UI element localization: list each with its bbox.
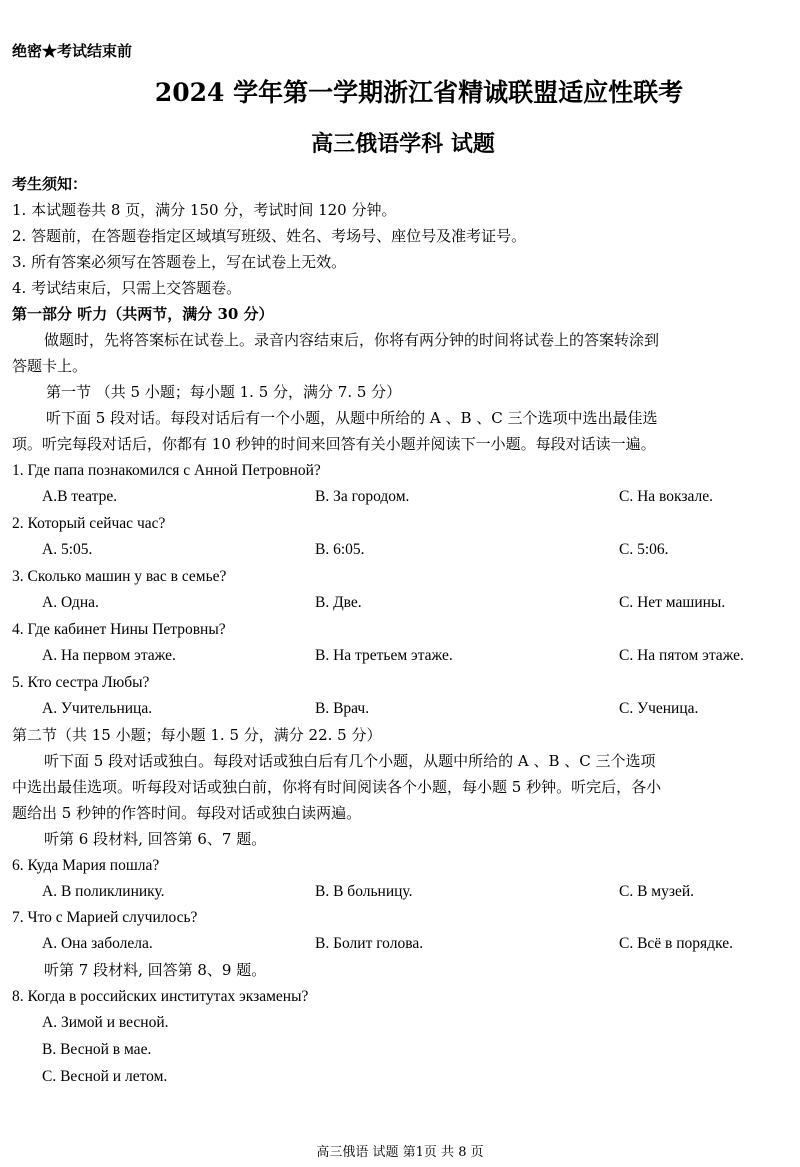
part1-intro: 做题时，先将答案标在试卷上。录音内容结束后，你将有两分钟的时间将试卷上的答案转涂到 xyxy=(44,331,660,349)
q5-option-a: A. Учительница. xyxy=(42,700,153,717)
q1-option-b: B. За городом. xyxy=(315,488,410,505)
section2-intro: 中选出最佳选项。听每段对话或独白前，你将有时间阅读各个小题，每小题 5 秒钟。听完后，各小 xyxy=(12,778,662,796)
material-6-instruction: 听第 6 段材料, 回答第 6、7 题。 xyxy=(44,830,267,848)
question-4: 4. Где кабинет Нины Петровны? xyxy=(12,621,226,638)
note-item: 4. 考试结束后，只需上交答题卷。 xyxy=(12,279,242,297)
q7-option-b: B. Болит голова. xyxy=(315,935,424,952)
question-7: 7. Что с Марией случилось? xyxy=(12,909,198,926)
section2-intro: 听下面 5 段对话或独白。每段对话或独白后有几个小题，从题中所给的 A 、B 、C 三个选项 xyxy=(44,752,656,770)
question-6: 6. Куда Мария пошла? xyxy=(12,857,160,874)
q4-option-b: B. На третьем этаже. xyxy=(315,647,453,664)
question-8: 8. Когда в российских институтах экзамены? xyxy=(12,988,309,1005)
q6-option-b: B. В больницу. xyxy=(315,883,413,900)
part1-heading: 第一部分 听力（共两节，满分 30 分） xyxy=(12,305,274,323)
q4-option-c: C. На пятом этаже. xyxy=(619,647,744,664)
section1-heading: 第一节 （共 5 小题；每小题 1. 5 分，满分 7. 5 分） xyxy=(46,383,402,401)
q2-option-b: B. 6:05. xyxy=(315,541,365,558)
question-5: 5. Кто сестра Любы? xyxy=(12,674,150,691)
confidential-label: 绝密★考试结束前 xyxy=(12,42,133,60)
q8-option-a: A. Зимой и весной. xyxy=(42,1014,169,1031)
q1-option-a: A.В театре. xyxy=(42,488,118,505)
section1-intro: 听下面 5 段对话。每段对话后有一个小题，从题中所给的 A 、B 、C 三个选项中选出最佳选 xyxy=(46,409,658,427)
note-item: 3. 所有答案必须写在答题卷上，写在试卷上无效。 xyxy=(12,253,347,271)
exam-subtitle: 高三俄语学科 试题 xyxy=(311,131,495,157)
exam-title: 2024 学年第一学期浙江省精诚联盟适应性联考 xyxy=(154,78,684,107)
page-footer: 高三俄语 试题 第1页 共 8 页 xyxy=(316,1145,484,1160)
q7-option-a: A. Она заболела. xyxy=(42,935,153,952)
q3-option-b: B. Две. xyxy=(315,594,362,611)
notes-heading: 考生须知： xyxy=(12,175,88,193)
q8-option-b: B. Весной в мае. xyxy=(42,1041,152,1058)
q1-option-c: C. На вокзале. xyxy=(619,488,713,505)
q3-option-a: A. Одна. xyxy=(42,594,99,611)
section1-intro: 项。听完每段对话后，你都有 10 秒钟的时间来回答有关小题并阅读下一小题。每段对话读一遍。 xyxy=(12,435,656,453)
q6-option-a: A. В поликлинику. xyxy=(42,883,165,900)
q3-option-c: C. Нет машины. xyxy=(619,594,726,611)
section2-heading: 第二节（共 15 小题；每小题 1. 5 分，满分 22. 5 分） xyxy=(12,726,382,744)
q6-option-c: C. В музей. xyxy=(619,883,695,900)
question-2: 2. Который сейчас час? xyxy=(12,515,166,532)
material-7-instruction: 听第 7 段材料, 回答第 8、9 题。 xyxy=(44,961,267,979)
q5-option-c: C. Ученица. xyxy=(619,700,699,717)
note-item: 1. 本试题卷共 8 页，满分 150 分，考试时间 120 分钟。 xyxy=(12,201,397,219)
q8-option-c: C. Весной и летом. xyxy=(42,1068,168,1085)
question-3: 3. Сколько машин у вас в семье? xyxy=(12,568,227,585)
part1-intro: 答题卡上。 xyxy=(12,357,88,375)
q2-option-a: A. 5:05. xyxy=(42,541,93,558)
q7-option-c: C. Всё в порядке. xyxy=(619,935,733,952)
section2-intro: 题给出 5 秒钟的作答时间。每段对话或独白读两遍。 xyxy=(12,804,362,822)
q4-option-a: A. На первом этаже. xyxy=(42,647,176,664)
question-1: 1. Где папа познакомился с Анной Петровной? xyxy=(12,462,321,479)
note-item: 2. 答题前，在答题卷指定区域填写班级、姓名、考场号、座位号及准考证号。 xyxy=(12,227,527,245)
q2-option-c: C. 5:06. xyxy=(619,541,669,558)
q5-option-b: B. Врач. xyxy=(315,700,370,717)
